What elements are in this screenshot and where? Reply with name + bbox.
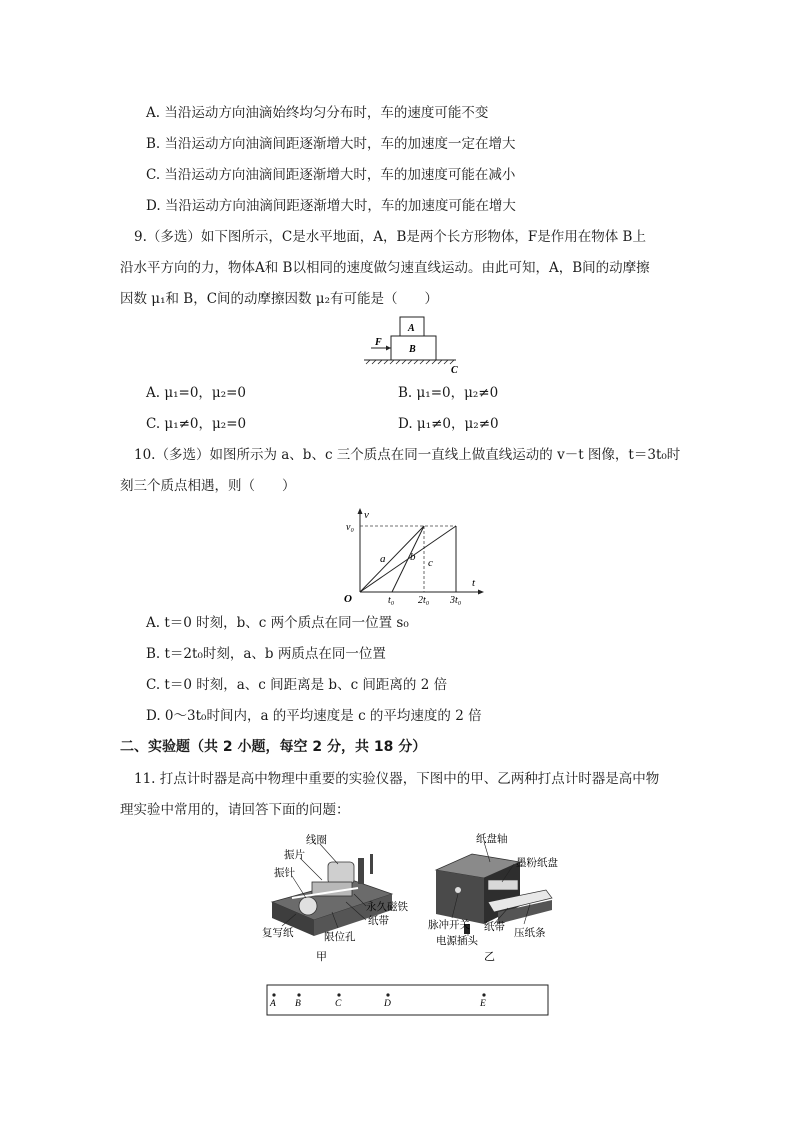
ground-label: C [451, 365, 458, 376]
q9-option-d: D. μ₁≠0，μ₂≠0 [398, 416, 499, 432]
yi-label-plug: 电源插头 [436, 936, 478, 947]
timer-yi-figure [428, 832, 574, 964]
jia-label-limit-hole: 限位孔 [324, 932, 356, 943]
yi-caption: 乙 [484, 951, 495, 963]
line-c-label: c [428, 557, 433, 569]
line-b-label: b [410, 551, 416, 563]
q10-stem-line-1: 10.（多选）如图所示为 a、b、c 三个质点在同一直线上做直线运动的 v－t 图像，t＝3t₀时 [134, 447, 681, 463]
jia-label-coil: 线圈 [306, 835, 327, 846]
q10-option-b: B. t＝2t₀时刻，a、b 两质点在同一位置 [146, 646, 386, 662]
yi-label-tape: 纸带 [484, 922, 505, 933]
q9-option-a: A. μ₁=0，μ₂=0 [146, 385, 247, 401]
q9-stem-line-3: 因数 μ₁和 B，C间的动摩擦因数 μ₂有可能是（ ） [120, 291, 438, 307]
line-b [392, 526, 424, 592]
tape-point-b: B [295, 999, 301, 1009]
line-a-label: a [380, 553, 386, 565]
q8-option-a: A. 当沿运动方向油滴始终均匀分布时，车的速度可能不变 [146, 105, 489, 121]
ground-hatch [366, 360, 454, 364]
force-label: F [375, 337, 382, 348]
q10-option-d: D. 0～3t₀时间内，a 的平均速度是 c 的平均速度的 2 倍 [146, 708, 482, 724]
tape-point-d: D [384, 999, 391, 1009]
q9-block-figure [360, 314, 470, 376]
yi-label-press-strip: 压纸条 [514, 928, 546, 939]
q9-stem-line-2: 沿水平方向的力，物体A和 B以相同的速度做匀速直线运动。由此可知，A，B间的动摩擦 [120, 260, 650, 276]
q9-option-c: C. μ₁≠0，μ₂=0 [146, 416, 247, 432]
t-axis-label: t [472, 577, 476, 589]
q8-option-b: B. 当沿运动方向油滴间距逐渐增大时，车的加速度一定在增大 [146, 136, 516, 152]
2t0-tick: 2t₀ [418, 595, 430, 606]
jia-caption: 甲 [316, 951, 327, 963]
q10-option-a: A. t＝0 时刻，b、c 两个质点在同一位置 s₀ [146, 615, 409, 631]
jia-label-magnet: 永久磁铁 [366, 902, 408, 913]
v-axis-label: v [364, 509, 369, 521]
origin-label: O [344, 593, 352, 605]
q8-option-d: D. 当沿运动方向油滴间距逐渐增大时，车的加速度可能在增大 [146, 198, 516, 214]
q10-vt-graph [338, 506, 488, 606]
block-a-label: A [408, 323, 415, 334]
block-b-label: B [409, 344, 416, 355]
section-2-title: 二、实验题（共 2 小题，每空 2 分，共 18 分） [120, 739, 427, 755]
q9-stem-line-1: 9.（多选）如下图所示，C是水平地面，A，B是两个长方形物体，F是作用在物体 B上 [134, 229, 646, 245]
v0-tick: v₀ [346, 522, 354, 533]
paper-tape [267, 985, 548, 1015]
3t0-tick: 3t₀ [450, 595, 462, 606]
yi-label-toner-disk: 墨粉纸盘 [516, 858, 558, 869]
q8-option-c: C. 当沿运动方向油滴间距逐渐增大时，车的加速度可能在减小 [146, 167, 516, 183]
q10-option-c: C. t＝0 时刻，a、c 间距离是 b、c 间距离的 2 倍 [146, 677, 448, 693]
q9-option-b: B. μ₁=0，μ₂≠0 [398, 385, 499, 401]
jia-label-tape: 纸带 [368, 916, 389, 927]
paper-tape-figure [266, 982, 550, 1018]
q11-stem-line-2: 理实验中常用的，请回答下面的问题： [120, 802, 350, 818]
q11-stem-line-1: 11. 打点计时器是高中物理中重要的实验仪器，下图中的甲、乙两种打点计时器是高中物 [134, 771, 660, 787]
timer-jia-figure [262, 832, 422, 964]
tape-point-a: A [270, 999, 276, 1009]
t0-tick: t₀ [388, 595, 395, 606]
jia-label-reed: 振片 [284, 850, 305, 861]
yi-label-shaft: 纸盘轴 [476, 834, 508, 845]
tape-point-c: C [335, 999, 342, 1009]
tape-point-e: E [480, 999, 486, 1009]
jia-label-needle: 振针 [274, 868, 295, 879]
yi-label-pulse-switch: 脉冲开关 [428, 920, 470, 931]
q10-stem-line-2: 刻三个质点相遇，则（ ） [120, 478, 296, 494]
jia-label-carbon: 复写纸 [262, 928, 294, 939]
